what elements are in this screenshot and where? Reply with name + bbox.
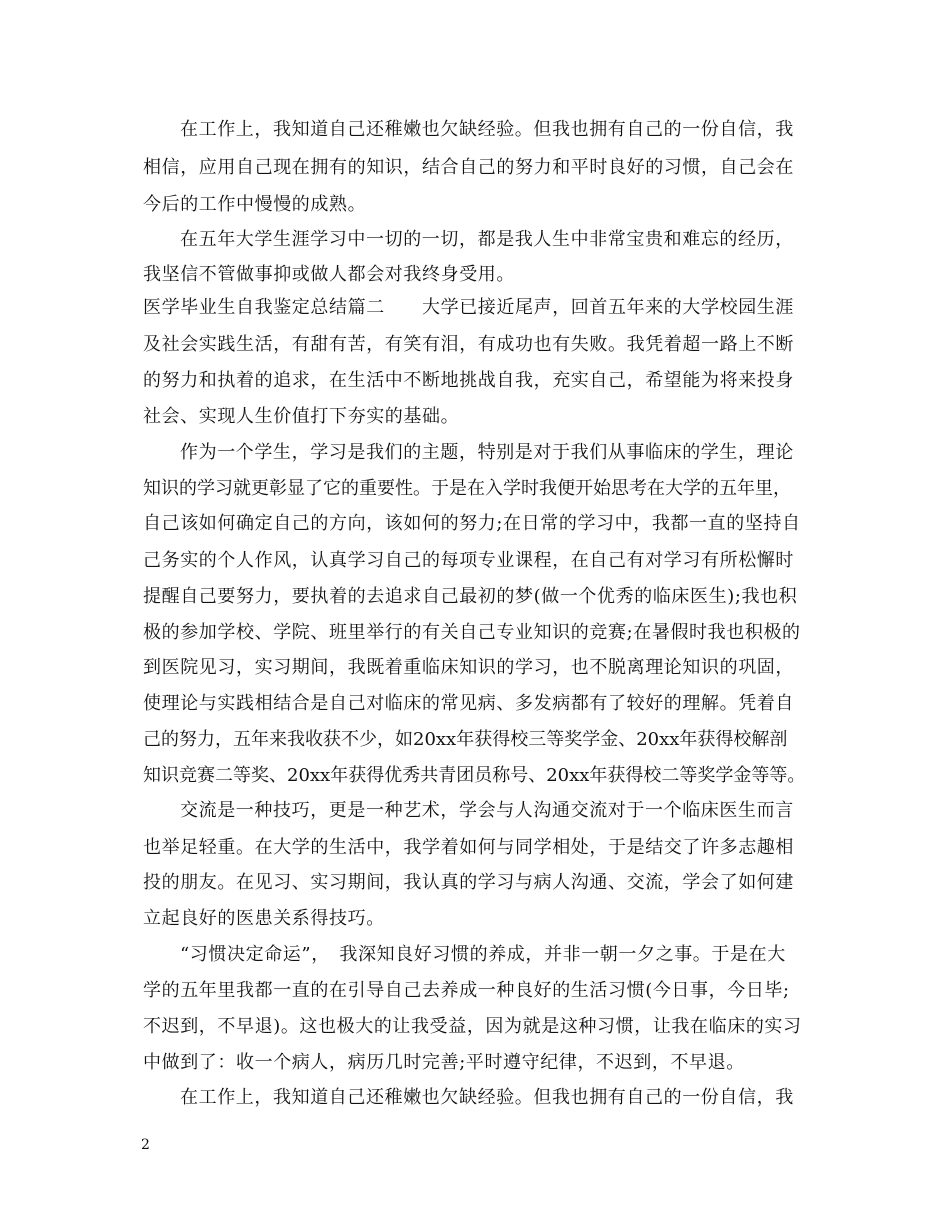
text-line: 我坚信不管做事抑或做人都会对我终身受用。 — [143, 264, 515, 285]
text-line: 相信，应用自己现在拥有的知识，结合自己的努力和平时良好的习惯，自己会在 — [143, 157, 794, 178]
text-line: 提醒自己要努力，要执着的去追求自己最初的梦(做一个优秀的临床医生);我也积 — [143, 586, 798, 607]
text-line: 交流是一种技巧，更是一种艺术，学会与人沟通交流对于一个临床医生而言 — [180, 800, 794, 821]
text-line: 也举足轻重。在大学的生活中，我学着如何与同学相处，于是结交了许多志趣相 — [143, 837, 794, 858]
text-line: 今后的工作中慢慢的成熟。 — [143, 194, 367, 215]
text-line: 投的朋友。在见习、实习期间，我认真的学习与病人沟通、交流，学会了如何建 — [143, 872, 794, 893]
text-line: 在工作上，我知道自己还稚嫩也欠缺经验。但我也拥有自己的一份自信，我 — [180, 119, 794, 140]
text-line: 不迟到，不早退)。这也极大的让我受益，因为就是这种习惯，让我在临床的实习 — [143, 1016, 802, 1037]
text-line: 立起良好的医患关系得技巧。 — [143, 908, 385, 929]
text-line: 极的参加学校、学院、班里举行的有关自己专业知识的竞赛;在暑假时我也积极的 — [143, 622, 801, 643]
text-line: “习惯决定命运”， 我深知良好习惯的养成，并非一朝一夕之事。于是在大 — [180, 944, 786, 965]
text-line: 己务实的个人作风，认真学习自己的每项专业课程，在自己有对学习有所松懈时 — [143, 550, 794, 571]
text-line: 在工作上，我知道自己还稚嫩也欠缺经验。但我也拥有自己的一份自信，我 — [180, 1087, 794, 1108]
text-line: 社会、实现人生价值打下夯实的基础。 — [143, 406, 460, 427]
text-line: 自己该如何确定自己的方向，该如何的努力;在日常的学习中，我都一直的坚持自 — [143, 513, 801, 534]
text-line: 使理论与实践相结合是自己对临床的常见病、多发病都有了较好的理解。凭着自 — [143, 693, 794, 714]
text-line: 知识竞赛二等奖、20xx年获得优秀共青团员称号、20xx年获得校二等奖学金等等。 — [143, 765, 806, 786]
text-line: 在五年大学生涯学习中一切的一切，都是我人生中非常宝贵和难忘的经历， — [180, 229, 794, 250]
text-line: 己的努力，五年来我收获不少，如20xx年获得校三等奖学金、20xx年获得校解剖 — [143, 729, 788, 750]
text-line: 到医院见习，实习期间，我既着重临床知识的学习，也不脱离理论知识的巩固， — [143, 657, 794, 678]
page-number: 2 — [141, 1137, 150, 1153]
text-line: 中做到了：收一个病人，病历几时完善;平时遵守纪律，不迟到，不早退。 — [143, 1052, 745, 1073]
text-line: 知识的学习就更彰显了它的重要性。于是在入学时我便开始思考在大学的五年里， — [143, 478, 791, 499]
text-line: 及社会实践生活，有甜有苦，有笑有泪，有成功也有失败。我凭着超一路上不断 — [143, 334, 794, 355]
section-heading-line: 医学毕业生自我鉴定总结篇二 大学已接近尾声，回首五年来的大学校园生涯 — [143, 297, 794, 318]
text-line: 学的五年里我都一直的在引导自己去养成一种良好的生活习惯(今日事，今日毕; — [143, 980, 790, 1001]
text-line: 作为一个学生，学习是我们的主题，特别是对于我们从事临床的学生，理论 — [180, 442, 794, 463]
text-line: 的努力和执着的追求，在生活中不断地挑战自我，充实自己，希望能为将来投身 — [143, 370, 794, 391]
